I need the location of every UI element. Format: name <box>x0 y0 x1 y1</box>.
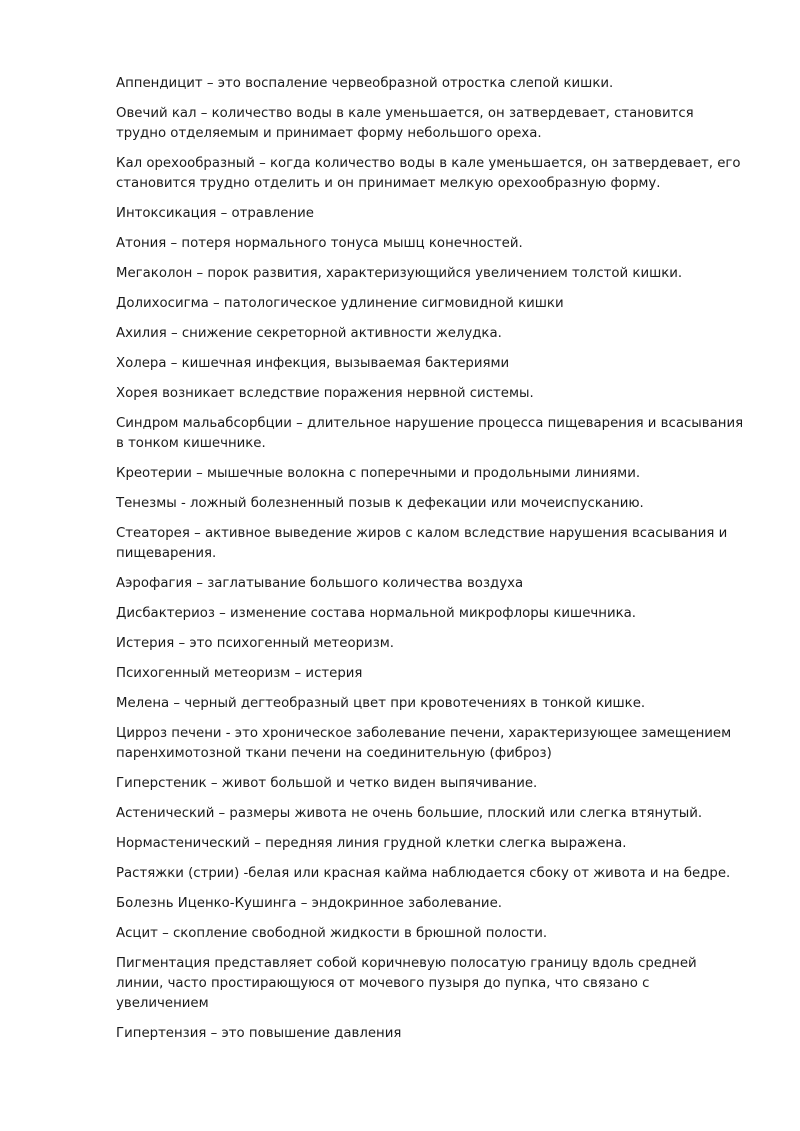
definition-entry: Долихосигма – патологическое удлинение сигмовидной кишки <box>116 296 564 311</box>
definition-entry: Цирроз печени - это хроническое заболевание печени, характеризующее замещением паренхимотозной ткани печени на соединительную (фиброз) <box>116 726 732 761</box>
definition-entry: Гиперстеник – живот большой и четко виден выпячивание. <box>116 776 538 791</box>
definition-entry: Кал орехообразный – когда количество воды в кале уменьшается, он затвердевает, его становится трудно отделить и он принимает мелкую орехообразную форму. <box>116 156 741 191</box>
definition-entry: Хорея возникает вследствие поражения нервной системы. <box>116 386 534 401</box>
definition-entry: Пигментация представляет собой коричневую полосатую границу вдоль средней линии, часто простирающуюся от мочевого пузыря до пупка, что связано с увеличением <box>116 956 697 1011</box>
definition-entry: Тенезмы - ложный болезненный позыв к дефекации или мочеиспусканию. <box>116 496 644 511</box>
definition-entry: Болезнь Иценко-Кушинга – эндокринное заболевание. <box>116 896 502 911</box>
definition-entry: Гипертензия – это повышение давления <box>116 1026 402 1041</box>
definition-entry: Интоксикация – отравление <box>116 206 314 221</box>
definition-entry: Аэрофагия – заглатывание большого количества воздуха <box>116 576 524 591</box>
definition-entry: Стеаторея – активное выведение жиров с калом вследствие нарушения всасывания и пищеварения. <box>116 526 728 561</box>
definition-entry: Ахилия – снижение секреторной активности желудка. <box>116 326 502 341</box>
definition-entry: Атония – потеря нормального тонуса мышц конечностей. <box>116 236 523 251</box>
definition-entry: Аппендицит – это воспаление червеобразной отростка слепой кишки. <box>116 76 614 91</box>
definition-entry: Растяжки (стрии) -белая или красная кайма наблюдается сбоку от живота и на бедре. <box>116 866 731 881</box>
definition-entry: Психогенный метеоризм – истерия <box>116 666 363 681</box>
definition-entry: Нормастенический – передняя линия грудной клетки слегка выражена. <box>116 836 627 851</box>
definition-entry: Синдром мальабсорбции – длительное нарушение процесса пищеварения и всасывания в тонком кишечнике. <box>116 416 744 451</box>
definition-entry: Холера – кишечная инфекция, вызываемая бактериями <box>116 356 510 371</box>
definition-entry: Овечий кал – количество воды в кале уменьшается, он затвердевает, становится трудно отделяемым и принимает форму небольшого ореха. <box>116 106 694 141</box>
definition-entry: Дисбактериоз – изменение состава нормальной микрофлоры кишечника. <box>116 606 636 621</box>
definition-entry: Астенический – размеры живота не очень большие, плоский или слегка втянутый. <box>116 806 703 821</box>
definition-entry: Мегаколон – порок развития, характеризующийся увеличением толстой кишки. <box>116 266 683 281</box>
definition-entry: Мелена – черный дегтеобразный цвет при кровотечениях в тонкой кишке. <box>116 696 646 711</box>
document-body <box>116 74 746 1054</box>
definition-entry: Креотерии – мышечные волокна с поперечными и продольными линиями. <box>116 466 641 481</box>
definition-entry: Асцит – скопление свободной жидкости в брюшной полости. <box>116 926 548 941</box>
definition-entry: Истерия – это психогенный метеоризм. <box>116 636 395 651</box>
